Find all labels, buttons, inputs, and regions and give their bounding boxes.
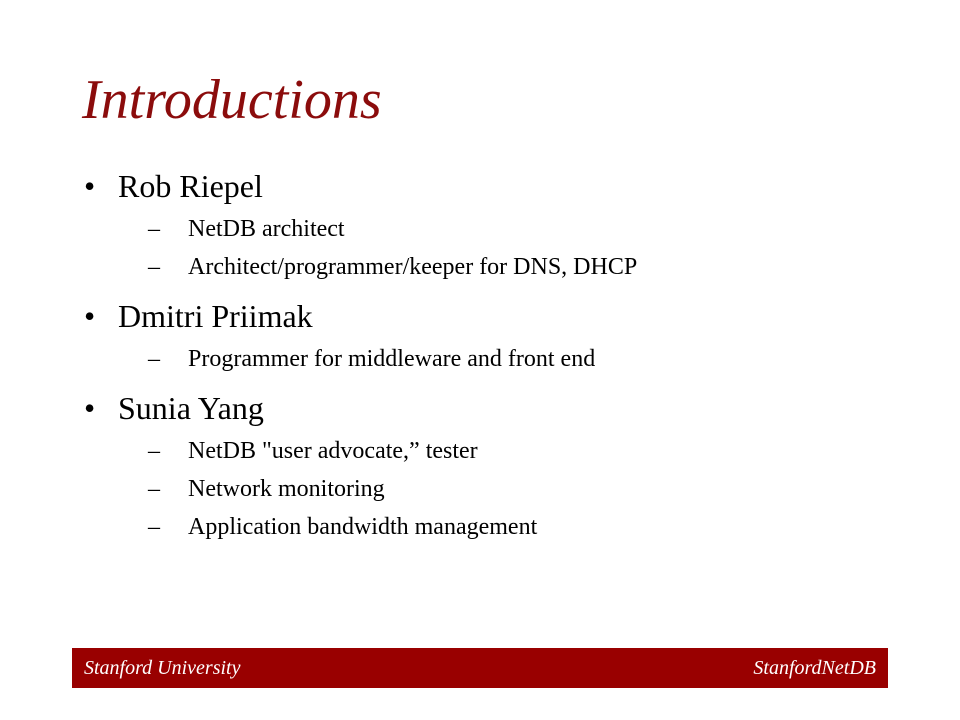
- bullet-icon: •: [84, 298, 96, 334]
- sub-bullet-item: [148, 248, 904, 286]
- bullet-icon: •: [84, 390, 96, 426]
- sub-bullet-item: [148, 432, 904, 470]
- sub-bullet-list: [118, 210, 904, 286]
- dash-icon: –: [148, 254, 160, 280]
- dash-icon: –: [148, 216, 160, 242]
- sub-bullet-item: [148, 508, 904, 546]
- sub-bullet-label: Programmer for middleware and front end: [188, 346, 596, 372]
- bullet-label: Rob Riepel: [118, 168, 263, 204]
- slide-title: Introductions: [82, 69, 382, 131]
- sub-bullet-label: Application bandwidth management: [188, 514, 538, 540]
- sub-bullet-label: NetDB "user advocate,” tester: [188, 438, 478, 464]
- bullet-label: Dmitri Priimak: [118, 298, 313, 334]
- sub-bullet-list: [118, 340, 904, 378]
- sub-bullet-item: [148, 340, 904, 378]
- dash-icon: –: [148, 514, 160, 540]
- bullet-icon: •: [84, 168, 96, 204]
- bullet-item-rob-riepel: [84, 166, 904, 286]
- sub-bullet-item: [148, 470, 904, 508]
- sub-bullet-list: [118, 432, 904, 546]
- sub-bullet-item: [148, 210, 904, 248]
- sub-bullet-label: NetDB architect: [188, 216, 345, 242]
- bullet-item-sunia-yang: [84, 388, 904, 546]
- sub-bullet-label: Architect/programmer/keeper for DNS, DHCP: [188, 254, 638, 280]
- footer-bar: [72, 648, 888, 688]
- bullet-label: Sunia Yang: [118, 390, 264, 426]
- dash-icon: –: [148, 346, 160, 372]
- dash-icon: –: [148, 476, 160, 502]
- bullet-list: [84, 166, 904, 546]
- footer-left-text: Stanford University: [84, 656, 241, 679]
- bullet-item-dmitri-priimak: [84, 296, 904, 378]
- sub-bullet-label: Network monitoring: [188, 476, 385, 502]
- footer-right-text: StanfordNetDB: [753, 656, 876, 679]
- dash-icon: –: [148, 438, 160, 464]
